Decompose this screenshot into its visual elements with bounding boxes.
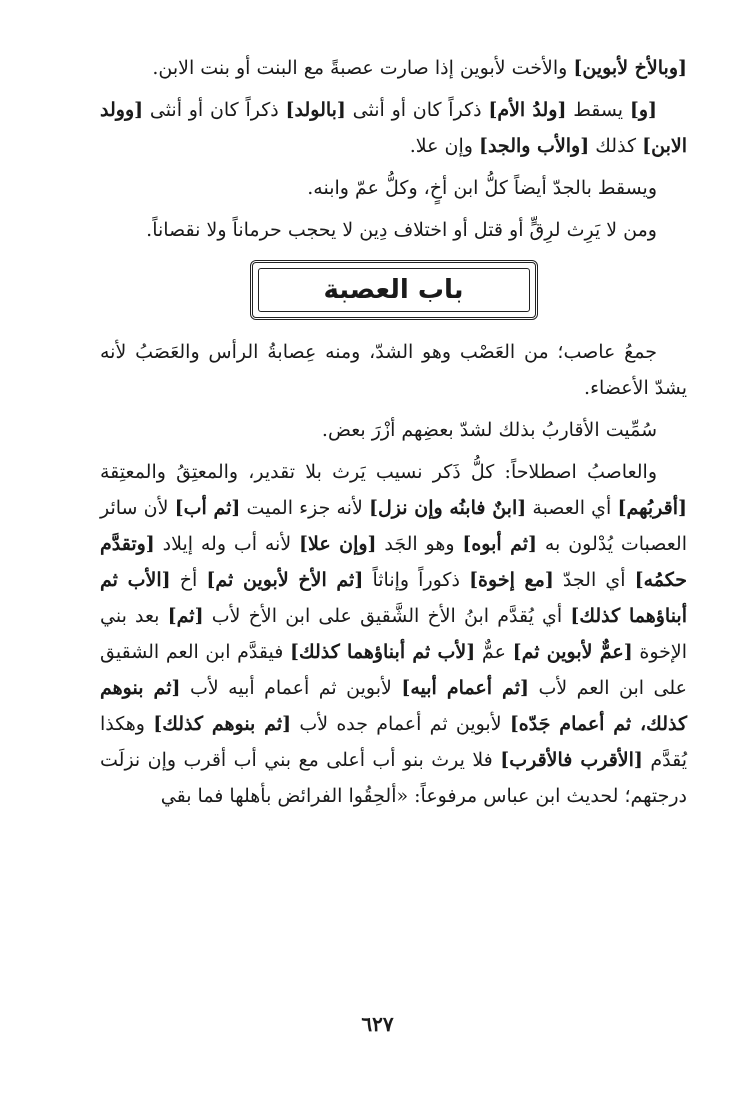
text-run: وهكذا يُقدَّم: [100, 713, 687, 771]
bold-term: [لأب ثم أبناؤهما كذلك]: [289, 641, 476, 663]
bold-term: [أقربُهم]: [617, 497, 687, 519]
text-run: كذلك: [589, 135, 643, 157]
paragraph-non-heir: ومن لا يَرِث لرِقٍّ أو قتل أو اختلاف دِين لا يحجب حرماناً ولا نقصاناً.: [146, 219, 657, 241]
page-body: [100, 50, 687, 826]
bold-term: [ثم الأخ لأبوين ثم]: [206, 569, 364, 591]
paragraph-order-of-agnates: [100, 454, 687, 814]
paragraph-definition: جمعُ عاصب؛ من العَصْب وهو الشدّ، ومنه عِصابةُ الرأس والعَصَبُ لأنه يشدّ الأعضاء.: [100, 341, 687, 399]
bold-term: [ثم أعمام أبيه]: [401, 677, 529, 699]
bold-term: [وبالأخ لأبوين]: [573, 57, 687, 79]
page-number: ٦٢٧: [361, 1012, 394, 1036]
text-run: ذكراً كان أو أنثى: [143, 99, 286, 121]
text-run: عمٌّ: [475, 641, 513, 663]
text-run: لأن سائر العصبات يُدْلون به: [100, 497, 687, 555]
bold-term: [عمٌّ لأبوين ثم]: [512, 641, 633, 663]
bold-term: [مع إخوة]: [469, 569, 554, 591]
bold-term: [ثم بنوهم كذلك]: [153, 713, 292, 735]
text-run: فلا يرث بنو أب أعلى مع بني أب أقرب وإن نزلَت درجتهم؛ لحديث ابن عباس مرفوعاً: «ألحِقُوا الفرائض بأهلها فما بقي: [100, 749, 687, 807]
text-run: ذكوراً وإناثاً: [363, 569, 470, 591]
text-run: بعد بني الإخوة: [100, 605, 687, 663]
bold-term: [وولد الابن]: [100, 99, 687, 157]
section-heading-box: [250, 260, 538, 320]
text-run: أي الجدّ: [553, 569, 635, 591]
text-run: لأنه أب وله إيلاد: [154, 533, 300, 555]
text-run: أي العصبة: [526, 497, 618, 519]
text-run: لأبوين ثم أعمام أبيه لأب: [180, 677, 402, 699]
text-run: وإن علا.: [409, 135, 479, 157]
text-run: والعاصبُ اصطلاحاً: كلُّ ذَكر نسيب يَرث بلا تقدير، والمعتِقُ والمعتِقة: [100, 461, 657, 483]
paragraph-naming: سُمِّيت الأقاربُ بذلك لشدّ بعضِهم أزْرَ بعض.: [321, 419, 657, 441]
text-run: يسقط: [566, 99, 630, 121]
text-run: أخ: [170, 569, 207, 591]
text-run: ذكراً كان أو أنثى: [345, 99, 489, 121]
text-run: أي يُقدَّم ابنُ الأخ الشَّقيق على ابن الأخ لأب: [203, 605, 571, 627]
paragraph-siblings-awarded: [100, 50, 687, 86]
bold-term: [ابنٌ فابنُه وإن نزل]: [368, 497, 527, 519]
text-run: وهو الجَد: [376, 533, 463, 555]
bold-term: [ثم أبوه]: [462, 533, 538, 555]
bold-term: [ثم أب]: [174, 497, 241, 519]
text-run: لأنه جزء الميت: [240, 497, 369, 519]
text-run: فيقدَّم ابن العم الشقيق على ابن العم لأب: [100, 641, 687, 699]
bold-term: [وإن علا]: [299, 533, 377, 555]
bold-term: [ولدُ الأم]: [488, 99, 567, 121]
bold-term: [ثم]: [167, 605, 204, 627]
section-heading-frame: [100, 260, 687, 320]
bold-term: [الأقرب فالأقرب]: [500, 749, 643, 771]
bold-term: [و]: [629, 99, 657, 121]
bold-term: [بالولد]: [285, 99, 346, 121]
bold-term: [الأب ثم أبناؤهما كذلك]: [100, 569, 687, 627]
bold-term: [ثم بنوهم كذلك، ثم أعمام جَدّه]: [100, 677, 688, 735]
section-heading: باب العصبة: [323, 275, 464, 305]
bold-term: [والأب والجد]: [478, 135, 590, 157]
paragraph-grandfather-excludes: ويسقط بالجدّ أيضاً كلُّ ابن أخٍ، وكلُّ عمّ وابنه.: [307, 177, 657, 199]
text-run: والأخت لأبوين إذا صارت عصبةً مع البنت أو بنت الابن.: [152, 57, 574, 79]
bold-term: [وتقدَّم حكمُه]: [100, 533, 687, 591]
text-run: لأبوين ثم أعمام جده لأب: [291, 713, 510, 735]
paragraph-maternal-child-excluded: [100, 92, 687, 164]
